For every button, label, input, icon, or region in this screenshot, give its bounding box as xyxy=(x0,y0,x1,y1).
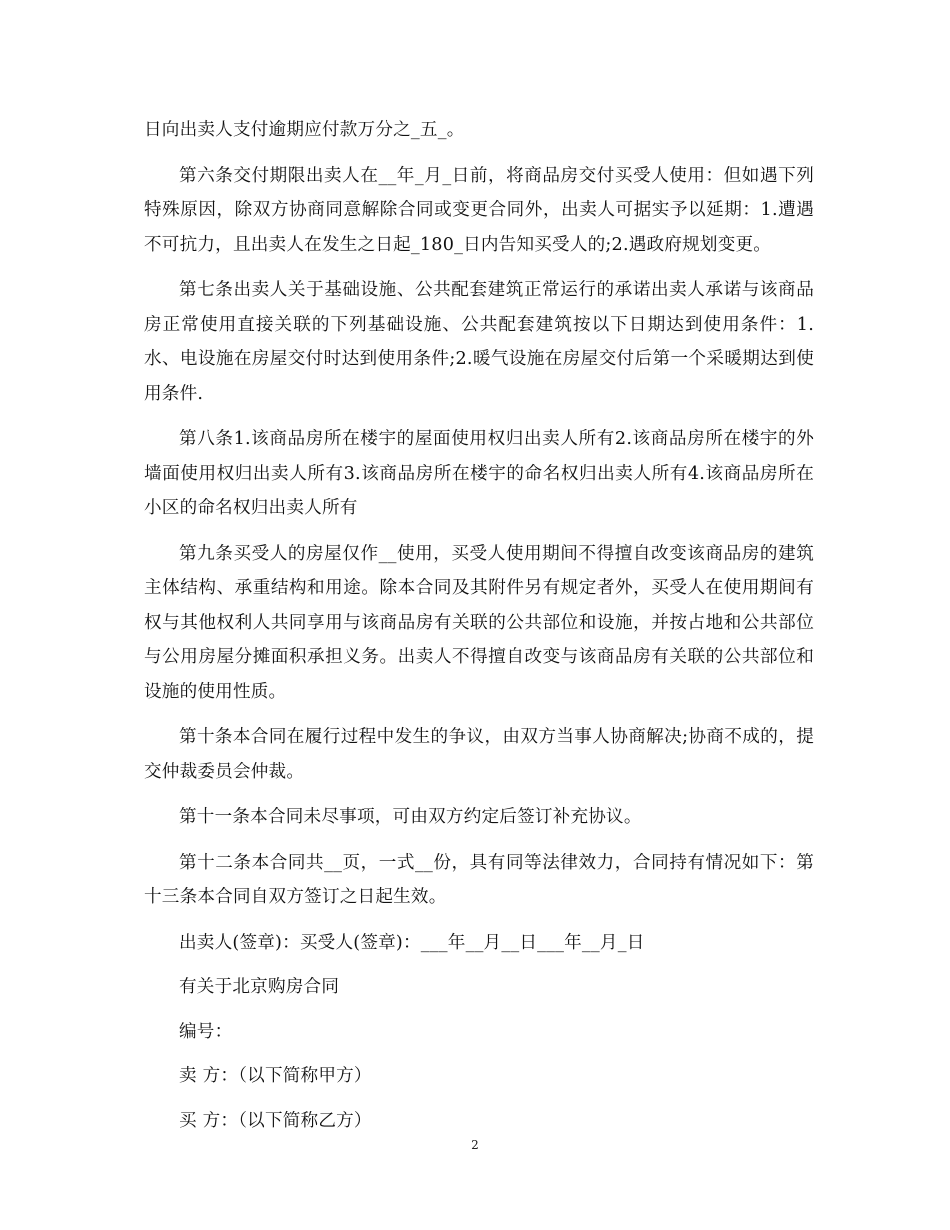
buyer-label: 买 方：（以下简称乙方） xyxy=(179,1110,372,1131)
seller-label: 卖 方：（以下简称甲方） xyxy=(179,1066,372,1086)
signature-line: 出卖人(签章)：买受人(签章)：___年__月__日___年__月_日 xyxy=(179,932,645,953)
paragraph-overdue-payment: 日向出卖人支付逾期应付款万分之_五_。 xyxy=(144,120,465,140)
document-body xyxy=(144,113,814,1148)
paragraph-article-12: 第十二条本合同共__页，一式__份，具有同等法律效力，合同持有情况如下：第十三条本合同自双方签订之日起生效。 xyxy=(144,852,814,907)
section-title: 有关于北京购房合同 xyxy=(179,977,340,997)
contract-number-label: 编号： xyxy=(179,1021,233,1042)
paragraph-article-11: 第十一条本合同未尽事项，可由双方约定后签订补充协议。 xyxy=(179,807,642,827)
paragraph-article-7: 第七条出卖人关于基础设施、公共配套建筑正常运行的承诺出卖人承诺与该商品房正常使用直接关联的下列基础设施、公共配套建筑按以下日期达到使用条件：1.水、电设施在房屋交付时达到使用条件;2.暖气设施在房屋交付后第一个采暖期达到使用条件. xyxy=(144,280,814,404)
paragraph-article-6: 第六条交付期限出卖人在__年_月_日前，将商品房交付买受人使用：但如遇下列特殊原因，除双方协商同意解除合同或变更合同外，出卖人可据实予以延期：1.遭遇不可抗力，且出卖人在发生之日起_180_日内告知买受人的;2.遇政府规划变更。 xyxy=(144,165,814,255)
paragraph-article-10: 第十条本合同在履行过程中发生的争议，由双方当事人协商解决;协商不成的，提交仲裁委员会仲裁。 xyxy=(144,727,814,782)
paragraph-article-8: 第八条1.该商品房所在楼宇的屋面使用权归出卖人所有2.该商品房所在楼宇的外墙面使用权归出卖人所有3.该商品房所在楼宇的命名权归出卖人所有4.该商品房所在小区的命名权归出卖人所有 xyxy=(144,429,814,518)
page-number: 2 xyxy=(471,1138,479,1152)
paragraph-article-9: 第九条买受人的房屋仅作__使用，买受人使用期间不得擅自改变该商品房的建筑主体结构、承重结构和用途。除本合同及其附件另有规定者外，买受人在使用期间有权与其他权利人共同享用与该商品房有关联的公共部位和设施，并按占地和公共部位与公用房屋分摊面积承担义务。出卖人不得擅自改变与该商品房有关联的公共部位和设施的使用性质。 xyxy=(144,543,814,702)
